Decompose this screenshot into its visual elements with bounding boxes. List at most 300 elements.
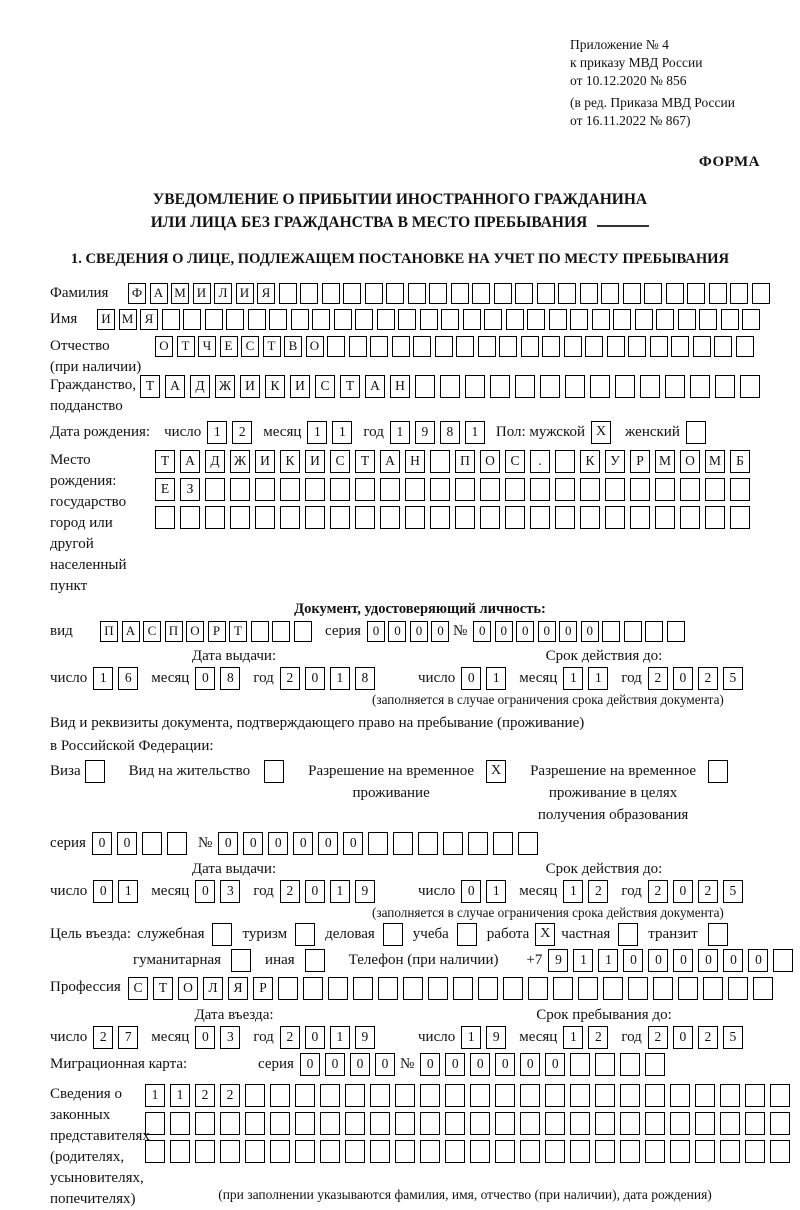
char-cell[interactable] xyxy=(705,506,725,529)
char-cell[interactable]: 1 xyxy=(486,667,506,690)
char-cell[interactable]: Р xyxy=(208,621,226,642)
char-cell[interactable]: Б xyxy=(730,450,750,473)
char-cell[interactable]: У xyxy=(605,450,625,473)
char-cell[interactable] xyxy=(518,832,538,855)
char-cell[interactable]: Л xyxy=(214,283,232,304)
char-cell[interactable] xyxy=(478,336,496,357)
char-cell[interactable]: И xyxy=(255,450,275,473)
char-cell[interactable]: . xyxy=(530,450,550,473)
char-cell[interactable]: С xyxy=(505,450,525,473)
residence-issue-month-cells[interactable] xyxy=(195,880,245,903)
char-cell[interactable] xyxy=(592,309,610,330)
char-cell[interactable]: 2 xyxy=(280,880,300,903)
char-cell[interactable] xyxy=(370,1140,390,1163)
char-cell[interactable] xyxy=(495,1140,515,1163)
char-cell[interactable] xyxy=(420,1084,440,1107)
char-cell[interactable]: 0 xyxy=(673,667,693,690)
char-cell[interactable] xyxy=(245,1140,265,1163)
char-cell[interactable]: 0 xyxy=(305,1026,325,1049)
char-cell[interactable] xyxy=(295,1112,315,1135)
char-cell[interactable] xyxy=(653,977,673,1000)
char-cell[interactable]: А xyxy=(150,283,168,304)
char-cell[interactable]: Н xyxy=(390,375,410,398)
char-cell[interactable]: Я xyxy=(257,283,275,304)
char-cell[interactable] xyxy=(300,283,318,304)
char-cell[interactable] xyxy=(730,283,748,304)
char-cell[interactable]: 1 xyxy=(145,1084,165,1107)
char-cell[interactable]: А xyxy=(180,450,200,473)
char-cell[interactable]: 0 xyxy=(581,621,599,642)
char-cell[interactable] xyxy=(624,621,642,642)
char-cell[interactable]: 1 xyxy=(93,667,113,690)
char-cell[interactable]: 0 xyxy=(92,832,112,855)
char-cell[interactable]: Т xyxy=(140,375,160,398)
entry-year-cells[interactable] xyxy=(280,1026,380,1049)
char-cell[interactable] xyxy=(380,506,400,529)
char-cell[interactable] xyxy=(428,977,448,1000)
char-cell[interactable] xyxy=(570,1140,590,1163)
char-cell[interactable] xyxy=(330,506,350,529)
char-cell[interactable] xyxy=(320,1140,340,1163)
char-cell[interactable]: 2 xyxy=(232,421,252,444)
char-cell[interactable] xyxy=(413,336,431,357)
char-cell[interactable] xyxy=(320,1084,340,1107)
char-cell[interactable] xyxy=(728,977,748,1000)
char-cell[interactable]: 8 xyxy=(440,421,460,444)
char-cell[interactable] xyxy=(545,1140,565,1163)
char-cell[interactable] xyxy=(570,1084,590,1107)
char-cell[interactable]: 1 xyxy=(118,880,138,903)
char-cell[interactable]: 2 xyxy=(588,880,608,903)
char-cell[interactable] xyxy=(542,336,560,357)
char-cell[interactable] xyxy=(752,283,770,304)
char-cell[interactable]: Е xyxy=(220,336,238,357)
char-cell[interactable]: 0 xyxy=(117,832,137,855)
char-cell[interactable]: 9 xyxy=(415,421,435,444)
char-cell[interactable] xyxy=(623,283,641,304)
char-cell[interactable]: Ж xyxy=(230,450,250,473)
char-cell[interactable] xyxy=(470,1140,490,1163)
birth-year-cells[interactable] xyxy=(390,421,490,444)
char-cell[interactable]: Ч xyxy=(198,336,216,357)
char-cell[interactable] xyxy=(645,1084,665,1107)
char-cell[interactable] xyxy=(272,621,290,642)
char-cell[interactable] xyxy=(430,450,450,473)
char-cell[interactable] xyxy=(680,478,700,501)
char-cell[interactable] xyxy=(495,1084,515,1107)
char-cell[interactable]: 1 xyxy=(563,1026,583,1049)
char-cell[interactable]: 1 xyxy=(563,667,583,690)
char-cell[interactable] xyxy=(418,832,438,855)
char-cell[interactable]: Н xyxy=(405,450,425,473)
char-cell[interactable] xyxy=(620,1140,640,1163)
char-cell[interactable] xyxy=(494,283,512,304)
char-cell[interactable] xyxy=(628,977,648,1000)
char-cell[interactable]: 0 xyxy=(461,880,481,903)
char-cell[interactable] xyxy=(343,283,361,304)
char-cell[interactable]: К xyxy=(280,450,300,473)
char-cell[interactable]: 0 xyxy=(673,880,693,903)
char-cell[interactable]: 7 xyxy=(118,1026,138,1049)
char-cell[interactable] xyxy=(320,1112,340,1135)
purpose-private-checkbox[interactable] xyxy=(618,923,638,946)
char-cell[interactable] xyxy=(730,506,750,529)
char-cell[interactable] xyxy=(670,1084,690,1107)
char-cell[interactable] xyxy=(443,832,463,855)
char-cell[interactable] xyxy=(667,621,685,642)
char-cell[interactable] xyxy=(330,478,350,501)
char-cell[interactable] xyxy=(655,506,675,529)
char-cell[interactable] xyxy=(395,1140,415,1163)
char-cell[interactable] xyxy=(678,309,696,330)
char-cell[interactable]: 1 xyxy=(598,949,618,972)
char-cell[interactable] xyxy=(205,309,223,330)
char-cell[interactable]: О xyxy=(186,621,204,642)
char-cell[interactable] xyxy=(714,336,732,357)
char-cell[interactable] xyxy=(465,375,485,398)
char-cell[interactable] xyxy=(322,283,340,304)
char-cell[interactable]: 9 xyxy=(355,880,375,903)
char-cell[interactable] xyxy=(680,506,700,529)
char-cell[interactable]: О xyxy=(178,977,198,1000)
char-cell[interactable] xyxy=(463,309,481,330)
char-cell[interactable] xyxy=(195,1140,215,1163)
phone-cells[interactable] xyxy=(548,949,798,972)
char-cell[interactable] xyxy=(770,1112,790,1135)
char-cell[interactable] xyxy=(291,309,309,330)
char-cell[interactable] xyxy=(294,621,312,642)
entry-month-cells[interactable] xyxy=(195,1026,245,1049)
char-cell[interactable]: Ж xyxy=(215,375,235,398)
char-cell[interactable] xyxy=(745,1112,765,1135)
birth-day-cells[interactable] xyxy=(207,421,257,444)
char-cell[interactable]: 2 xyxy=(280,1026,300,1049)
char-cell[interactable]: 0 xyxy=(470,1053,490,1076)
char-cell[interactable] xyxy=(155,506,175,529)
char-cell[interactable]: 1 xyxy=(465,421,485,444)
char-cell[interactable]: 0 xyxy=(545,1053,565,1076)
char-cell[interactable] xyxy=(645,1140,665,1163)
char-cell[interactable]: 3 xyxy=(220,1026,240,1049)
char-cell[interactable]: 5 xyxy=(723,880,743,903)
char-cell[interactable] xyxy=(470,1084,490,1107)
purpose-study-checkbox[interactable] xyxy=(457,923,477,946)
residence-number-cells[interactable] xyxy=(218,832,543,855)
char-cell[interactable]: Т xyxy=(177,336,195,357)
char-cell[interactable]: 0 xyxy=(300,1053,320,1076)
char-cell[interactable]: Т xyxy=(340,375,360,398)
char-cell[interactable] xyxy=(441,309,459,330)
char-cell[interactable] xyxy=(305,506,325,529)
char-cell[interactable] xyxy=(770,1140,790,1163)
char-cell[interactable] xyxy=(480,506,500,529)
char-cell[interactable]: 0 xyxy=(410,621,428,642)
char-cell[interactable]: А xyxy=(165,375,185,398)
char-cell[interactable] xyxy=(205,478,225,501)
char-cell[interactable] xyxy=(370,1084,390,1107)
purpose-other-checkbox[interactable] xyxy=(305,949,325,972)
char-cell[interactable] xyxy=(435,336,453,357)
birth-place-row1-cells[interactable] xyxy=(155,450,755,473)
char-cell[interactable] xyxy=(730,478,750,501)
char-cell[interactable] xyxy=(180,506,200,529)
char-cell[interactable] xyxy=(671,336,689,357)
char-cell[interactable]: 0 xyxy=(420,1053,440,1076)
char-cell[interactable]: 5 xyxy=(723,667,743,690)
char-cell[interactable] xyxy=(537,283,555,304)
char-cell[interactable] xyxy=(380,478,400,501)
char-cell[interactable] xyxy=(666,283,684,304)
char-cell[interactable] xyxy=(630,478,650,501)
char-cell[interactable] xyxy=(595,1053,615,1076)
char-cell[interactable]: 0 xyxy=(623,949,643,972)
char-cell[interactable] xyxy=(280,506,300,529)
char-cell[interactable] xyxy=(395,1084,415,1107)
identity-number-cells[interactable] xyxy=(473,621,688,642)
char-cell[interactable] xyxy=(278,977,298,1000)
char-cell[interactable] xyxy=(665,375,685,398)
char-cell[interactable] xyxy=(353,977,373,1000)
char-cell[interactable] xyxy=(695,1084,715,1107)
char-cell[interactable]: Я xyxy=(140,309,158,330)
char-cell[interactable] xyxy=(687,283,705,304)
char-cell[interactable]: 1 xyxy=(486,880,506,903)
char-cell[interactable] xyxy=(170,1112,190,1135)
char-cell[interactable]: 1 xyxy=(170,1084,190,1107)
char-cell[interactable]: Ф xyxy=(128,283,146,304)
char-cell[interactable]: 6 xyxy=(118,667,138,690)
char-cell[interactable] xyxy=(295,1140,315,1163)
char-cell[interactable] xyxy=(303,977,323,1000)
char-cell[interactable]: А xyxy=(365,375,385,398)
representatives-row2-cells[interactable] xyxy=(145,1112,795,1135)
char-cell[interactable] xyxy=(615,375,635,398)
char-cell[interactable]: 1 xyxy=(573,949,593,972)
char-cell[interactable]: Я xyxy=(228,977,248,1000)
char-cell[interactable] xyxy=(327,336,345,357)
char-cell[interactable]: О xyxy=(306,336,324,357)
char-cell[interactable] xyxy=(553,977,573,1000)
char-cell[interactable]: П xyxy=(455,450,475,473)
char-cell[interactable] xyxy=(328,977,348,1000)
char-cell[interactable]: 2 xyxy=(648,667,668,690)
char-cell[interactable] xyxy=(480,478,500,501)
char-cell[interactable]: 1 xyxy=(207,421,227,444)
char-cell[interactable] xyxy=(620,1112,640,1135)
char-cell[interactable] xyxy=(305,478,325,501)
char-cell[interactable] xyxy=(770,1084,790,1107)
char-cell[interactable] xyxy=(355,478,375,501)
char-cell[interactable] xyxy=(142,832,162,855)
char-cell[interactable] xyxy=(505,506,525,529)
char-cell[interactable] xyxy=(695,1112,715,1135)
char-cell[interactable] xyxy=(515,375,535,398)
char-cell[interactable]: 8 xyxy=(355,667,375,690)
char-cell[interactable] xyxy=(773,949,793,972)
char-cell[interactable] xyxy=(670,1140,690,1163)
char-cell[interactable] xyxy=(580,283,598,304)
char-cell[interactable] xyxy=(420,1140,440,1163)
char-cell[interactable]: 2 xyxy=(280,667,300,690)
char-cell[interactable] xyxy=(607,336,625,357)
char-cell[interactable] xyxy=(590,375,610,398)
char-cell[interactable] xyxy=(555,450,575,473)
char-cell[interactable] xyxy=(520,1140,540,1163)
char-cell[interactable]: 2 xyxy=(588,1026,608,1049)
patronymic-cells[interactable] xyxy=(155,336,757,357)
char-cell[interactable]: Е xyxy=(155,478,175,501)
char-cell[interactable] xyxy=(398,309,416,330)
char-cell[interactable] xyxy=(470,1112,490,1135)
char-cell[interactable] xyxy=(703,977,723,1000)
char-cell[interactable] xyxy=(145,1140,165,1163)
char-cell[interactable]: 2 xyxy=(195,1084,215,1107)
residence-expiry-day-cells[interactable] xyxy=(461,880,511,903)
char-cell[interactable] xyxy=(580,506,600,529)
char-cell[interactable]: 0 xyxy=(648,949,668,972)
char-cell[interactable] xyxy=(195,1112,215,1135)
char-cell[interactable]: К xyxy=(580,450,600,473)
char-cell[interactable] xyxy=(601,283,619,304)
char-cell[interactable] xyxy=(720,1084,740,1107)
edu-residence-permit-checkbox[interactable] xyxy=(708,760,728,783)
char-cell[interactable] xyxy=(605,478,625,501)
char-cell[interactable]: 0 xyxy=(195,880,215,903)
char-cell[interactable]: 0 xyxy=(388,621,406,642)
char-cell[interactable] xyxy=(635,309,653,330)
char-cell[interactable] xyxy=(167,832,187,855)
char-cell[interactable] xyxy=(255,506,275,529)
char-cell[interactable]: 0 xyxy=(268,832,288,855)
char-cell[interactable] xyxy=(405,506,425,529)
char-cell[interactable] xyxy=(620,1084,640,1107)
char-cell[interactable]: 0 xyxy=(538,621,556,642)
char-cell[interactable] xyxy=(595,1140,615,1163)
char-cell[interactable]: Т xyxy=(153,977,173,1000)
sex-male-checkbox[interactable]: X xyxy=(591,421,611,444)
char-cell[interactable]: 2 xyxy=(220,1084,240,1107)
char-cell[interactable] xyxy=(408,283,426,304)
char-cell[interactable] xyxy=(170,1140,190,1163)
char-cell[interactable] xyxy=(392,336,410,357)
char-cell[interactable] xyxy=(655,478,675,501)
birth-place-row3-cells[interactable] xyxy=(155,506,755,529)
char-cell[interactable]: 0 xyxy=(305,880,325,903)
purpose-transit-checkbox[interactable] xyxy=(708,923,728,946)
char-cell[interactable] xyxy=(545,1084,565,1107)
char-cell[interactable] xyxy=(690,375,710,398)
char-cell[interactable]: 0 xyxy=(673,949,693,972)
char-cell[interactable] xyxy=(745,1140,765,1163)
char-cell[interactable] xyxy=(595,1112,615,1135)
char-cell[interactable]: 0 xyxy=(559,621,577,642)
char-cell[interactable] xyxy=(365,283,383,304)
char-cell[interactable] xyxy=(630,506,650,529)
char-cell[interactable]: 1 xyxy=(332,421,352,444)
char-cell[interactable] xyxy=(670,1112,690,1135)
char-cell[interactable]: И xyxy=(193,283,211,304)
visa-checkbox[interactable] xyxy=(85,760,105,783)
char-cell[interactable] xyxy=(451,283,469,304)
representatives-row1-cells[interactable] xyxy=(145,1084,795,1107)
residence-issue-year-cells[interactable] xyxy=(280,880,380,903)
temp-residence-permit-checkbox[interactable]: X xyxy=(486,760,506,783)
char-cell[interactable] xyxy=(312,309,330,330)
char-cell[interactable]: 0 xyxy=(445,1053,465,1076)
char-cell[interactable]: 5 xyxy=(723,1026,743,1049)
char-cell[interactable] xyxy=(270,1112,290,1135)
char-cell[interactable] xyxy=(484,309,502,330)
stay-month-cells[interactable] xyxy=(563,1026,613,1049)
char-cell[interactable]: 0 xyxy=(325,1053,345,1076)
identity-issue-year-cells[interactable] xyxy=(280,667,380,690)
char-cell[interactable]: 0 xyxy=(93,880,113,903)
char-cell[interactable] xyxy=(603,977,623,1000)
char-cell[interactable]: Т xyxy=(229,621,247,642)
char-cell[interactable] xyxy=(520,1084,540,1107)
residence-permit-checkbox[interactable] xyxy=(264,760,284,783)
birth-month-cells[interactable] xyxy=(307,421,357,444)
given-name-cells[interactable] xyxy=(97,309,764,330)
char-cell[interactable] xyxy=(745,1084,765,1107)
char-cell[interactable]: 0 xyxy=(343,832,363,855)
char-cell[interactable] xyxy=(440,375,460,398)
char-cell[interactable]: 0 xyxy=(195,1026,215,1049)
char-cell[interactable] xyxy=(245,1084,265,1107)
char-cell[interactable] xyxy=(403,977,423,1000)
char-cell[interactable]: 2 xyxy=(698,1026,718,1049)
char-cell[interactable]: 1 xyxy=(330,667,350,690)
char-cell[interactable] xyxy=(753,977,773,1000)
char-cell[interactable]: 1 xyxy=(390,421,410,444)
char-cell[interactable] xyxy=(345,1140,365,1163)
char-cell[interactable] xyxy=(334,309,352,330)
char-cell[interactable]: 0 xyxy=(516,621,534,642)
purpose-tourism-checkbox[interactable] xyxy=(295,923,315,946)
char-cell[interactable] xyxy=(699,309,717,330)
char-cell[interactable] xyxy=(415,375,435,398)
char-cell[interactable] xyxy=(145,1112,165,1135)
char-cell[interactable]: 1 xyxy=(563,880,583,903)
migration-series-cells[interactable] xyxy=(300,1053,400,1076)
char-cell[interactable] xyxy=(420,1112,440,1135)
char-cell[interactable] xyxy=(628,336,646,357)
char-cell[interactable]: 2 xyxy=(93,1026,113,1049)
char-cell[interactable] xyxy=(721,309,739,330)
residence-series-cells[interactable] xyxy=(92,832,192,855)
char-cell[interactable] xyxy=(595,1084,615,1107)
residence-expiry-month-cells[interactable] xyxy=(563,880,613,903)
char-cell[interactable] xyxy=(230,478,250,501)
identity-expiry-year-cells[interactable] xyxy=(648,667,748,690)
char-cell[interactable] xyxy=(530,478,550,501)
char-cell[interactable] xyxy=(715,375,735,398)
char-cell[interactable] xyxy=(456,336,474,357)
char-cell[interactable] xyxy=(295,1084,315,1107)
char-cell[interactable] xyxy=(445,1112,465,1135)
char-cell[interactable] xyxy=(555,478,575,501)
char-cell[interactable]: 0 xyxy=(495,1053,515,1076)
char-cell[interactable]: И xyxy=(305,450,325,473)
char-cell[interactable] xyxy=(578,977,598,1000)
residence-expiry-year-cells[interactable] xyxy=(648,880,748,903)
char-cell[interactable] xyxy=(220,1140,240,1163)
char-cell[interactable]: Л xyxy=(203,977,223,1000)
char-cell[interactable] xyxy=(245,1112,265,1135)
char-cell[interactable] xyxy=(445,1084,465,1107)
char-cell[interactable]: К xyxy=(265,375,285,398)
identity-kind-cells[interactable] xyxy=(100,621,315,642)
